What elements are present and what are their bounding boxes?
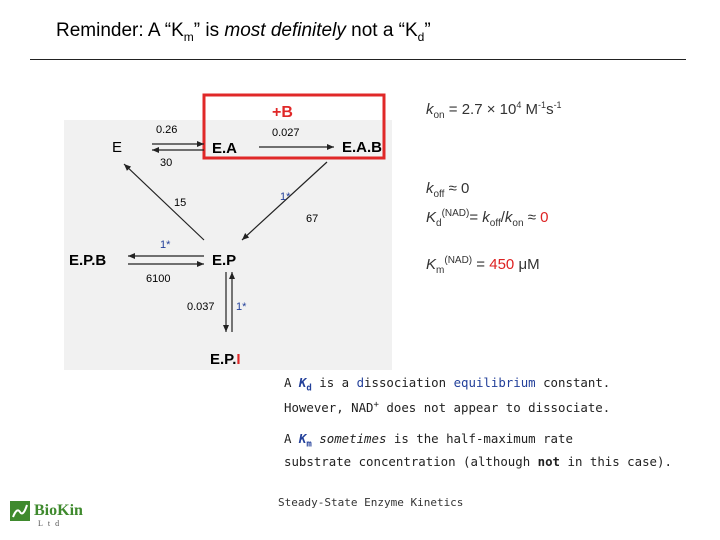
rate-label: 1*	[160, 239, 171, 251]
title-underline	[30, 59, 686, 60]
rate-label: 1*	[280, 191, 291, 203]
species-epi-label: E.P.	[210, 351, 237, 368]
rate-label: 67	[306, 213, 319, 225]
inhibitor-letter: I	[236, 351, 241, 368]
logo-name: BioKin	[34, 502, 83, 519]
species-e: E	[112, 139, 123, 156]
rate-label: 0.26	[156, 124, 178, 136]
logo-sub: Ltd	[38, 519, 65, 527]
km-equation: $K_m^{(NAD)} = 450$ μM	[426, 255, 540, 276]
species-ea: E.A	[212, 140, 238, 157]
species-ep: E.P	[212, 252, 237, 269]
rate-label: 0.037	[187, 301, 215, 313]
mechanism-diagram	[64, 92, 392, 370]
rate-label: 30	[160, 157, 173, 169]
species-epi	[210, 351, 241, 368]
kon-equation: $k_{on} = 2.7 \times 10^4$ $M^{-1}s^{-1}$	[426, 100, 562, 121]
slide-title: Reminder: A “$K_m$” is most definitely not a “$K_d$”	[56, 20, 431, 44]
footer-text: Steady-State Enzyme Kinetics	[278, 496, 464, 509]
rate-label: 1*	[236, 301, 247, 313]
rate-label: 15	[174, 197, 187, 209]
biokin-logo	[8, 497, 92, 527]
box-label: +B	[272, 104, 293, 121]
kd-equation: $K_d^{(NAD)}= k_{off}/k_{on} \approx 0$	[426, 208, 549, 229]
kd-note: A $K_d$ is a dissociation equilibrium constant. However, NAD+ does not appear to dissociate.	[284, 375, 611, 416]
species-epb: E.P.B	[69, 252, 107, 269]
rate-label: 0.027	[272, 127, 300, 139]
rate-label: 6100	[146, 273, 171, 285]
species-eab: E.A.B	[342, 139, 383, 156]
koff-equation: $k_{off} \approx 0$	[426, 180, 470, 200]
km-note: A $K_m$ sometimes is the half-maximum rate substrate concentration (although not in this case).	[284, 431, 672, 470]
